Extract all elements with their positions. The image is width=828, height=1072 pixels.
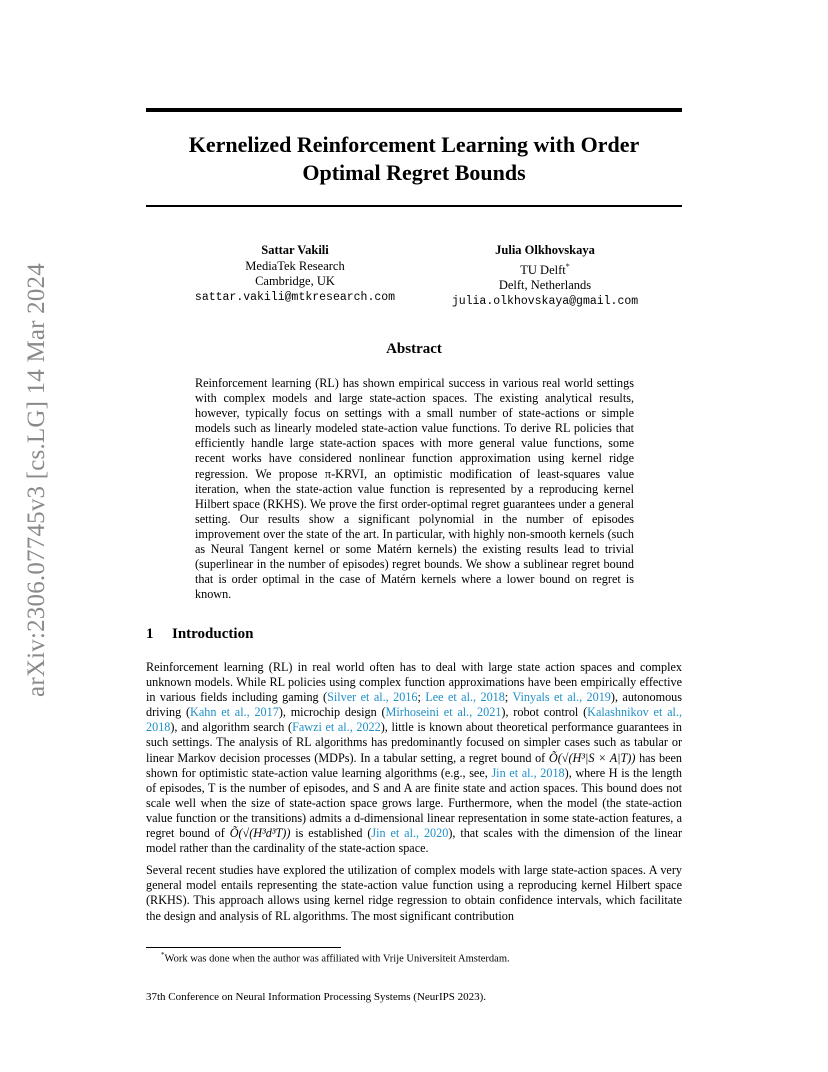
text-run: ), where H is the length of episodes, T is the number of episodes, and S and A are finite state and action spaces. This bound does not scale well when the size of state-action space grows large. Furthermore, when the model (the state-action value function or the transitions) admits a d-dimensional linear representation in some state-action features, a regret bound of xyxy=(146,765,682,841)
section-heading xyxy=(146,626,253,643)
title-top-rule xyxy=(146,108,682,112)
author-affiliation: TU Delft xyxy=(520,262,566,277)
text-run: ), microchip design ( xyxy=(278,705,386,720)
text-run: Reinforcement learning (RL) in real world often has to deal with large state action spaces and complex unknown models. While RL policies using complex function approximations have been empirically effective in various fields including gaming ( xyxy=(146,660,682,705)
text-run: ), autonomous driving ( xyxy=(146,690,682,720)
text-run: ), that scales with the dimension of the linear model rather than the cardinality of the state-action space. xyxy=(146,826,682,856)
affiliation-footnote-mark[interactable]: * xyxy=(565,261,570,271)
author-email[interactable]: sattar.vakili@mtkresearch.com xyxy=(194,290,396,304)
abstract-heading: Abstract xyxy=(386,341,442,357)
text-run: ; xyxy=(504,690,513,705)
citation-link[interactable]: Mirhoseini et al., 2021 xyxy=(385,705,502,720)
author-affiliation-line xyxy=(440,259,650,279)
author-1 xyxy=(190,243,400,305)
author-2 xyxy=(440,243,650,309)
author-email[interactable]: julia.olkhovskaya@gmail.com xyxy=(451,294,639,308)
math-expression: Õ(√(H³d³T)) xyxy=(229,826,291,841)
author-location: Cambridge, UK xyxy=(255,274,335,288)
text-run: ), little is known about theoretical performance guarantees in such settings. The analysis of RL algorithms has predominantly focused on simpler cases such as tabular or linear Markov decision processes (MDPs). In a tabular setting, a regret bound of xyxy=(146,720,682,765)
paragraph-1 xyxy=(146,660,682,856)
citation-link[interactable]: Kalashnikov et al., 2018 xyxy=(146,705,682,735)
citation-link[interactable]: Jin et al., 2018 xyxy=(491,765,565,780)
math-expression: Õ(√(H³|S × A|T)) xyxy=(548,750,636,765)
footnote-rule xyxy=(146,947,341,948)
conference-note: 37th Conference on Neural Information Processing Systems (NeurIPS 2023). xyxy=(146,991,487,1003)
footnote xyxy=(161,951,510,965)
citation-link[interactable]: Silver et al., 2016 xyxy=(327,690,418,705)
text-run: ), and algorithm search ( xyxy=(170,720,293,735)
text-run: ), robot control ( xyxy=(501,705,588,720)
author-affiliation: MediaTek Research xyxy=(245,258,345,273)
text-run: has been shown for optimistic state-action value learning algorithms (e.g., see, xyxy=(146,750,682,780)
introduction-body xyxy=(146,660,682,931)
arxiv-stamp-text: arXiv:2306.07745v3 [cs.LG] 14 Mar 2024 xyxy=(23,263,51,697)
author-location: Delft, Netherlands xyxy=(498,278,592,293)
text-run: ; xyxy=(417,690,426,705)
author-name: Julia Olkhovskaya xyxy=(495,243,595,257)
citation-link[interactable]: Fawzi et al., 2022 xyxy=(292,720,381,735)
paragraph-2: Several recent studies have explored the utilization of complex models with large state-action spaces. A very general model entails representing the state-action value function using a reproducing kernel Hilbert space (RKHS). This approach allows using kernel ridge regression to obtain confidence intervals, which facilitate the design and analysis of RL algorithms. The most significant contribution xyxy=(146,863,682,923)
citation-link[interactable]: Jin et al., 2020 xyxy=(371,826,449,841)
abstract-text: Reinforcement learning (RL) has shown empirical success in various real world settings with complex models and large state-action spaces. The existing analytical results, however, typically focus on settings with a small number of state-actions or simple models such as linearly modeled state-action value functions. To derive RL policies that efficiently handle large state-action spaces with more general value functions, some recent works have considered nonlinear function approximation using kernel ridge regression. We propose π-KRVI, an optimistic modification of least-squares value iteration, when the state-action value function is represented by a reproducing kernel Hilbert space (RKHS). We prove the first order-optimal regret guarantees under a general setting. Our results show a significant polynomial in the number of episodes improvement over the state of the art. In particular, with highly non-smooth kernels (such as Neural Tangent kernel or some Matérn kernels) the existing results lead to trivial (superlinear in the number of episodes) regret bounds. We show a sublinear regret bound that is order optimal in the case of Matérn kernels where a lower bound on regret is known. xyxy=(195,376,634,602)
text-run: is established ( xyxy=(290,826,372,841)
title-line-2: Optimal Regret Bounds xyxy=(302,160,526,185)
title-bottom-rule xyxy=(146,205,682,207)
citation-link[interactable]: Lee et al., 2018 xyxy=(425,690,505,705)
footnote-mark: * xyxy=(161,951,165,959)
citation-link[interactable]: Vinyals et al., 2019 xyxy=(512,690,611,705)
arxiv-stamp xyxy=(23,263,51,697)
citation-link[interactable]: Kahn et al., 2017 xyxy=(190,705,279,720)
footnote-text: Work was done when the author was affiliated with Vrije Universiteit Amsterdam. xyxy=(164,953,510,965)
paper-title xyxy=(146,131,682,187)
title-line-1: Kernelized Reinforcement Learning with Order xyxy=(188,132,640,157)
section-number: 1 xyxy=(146,626,154,642)
author-name: Sattar Vakili xyxy=(261,243,329,257)
section-title: Introduction xyxy=(172,626,254,642)
